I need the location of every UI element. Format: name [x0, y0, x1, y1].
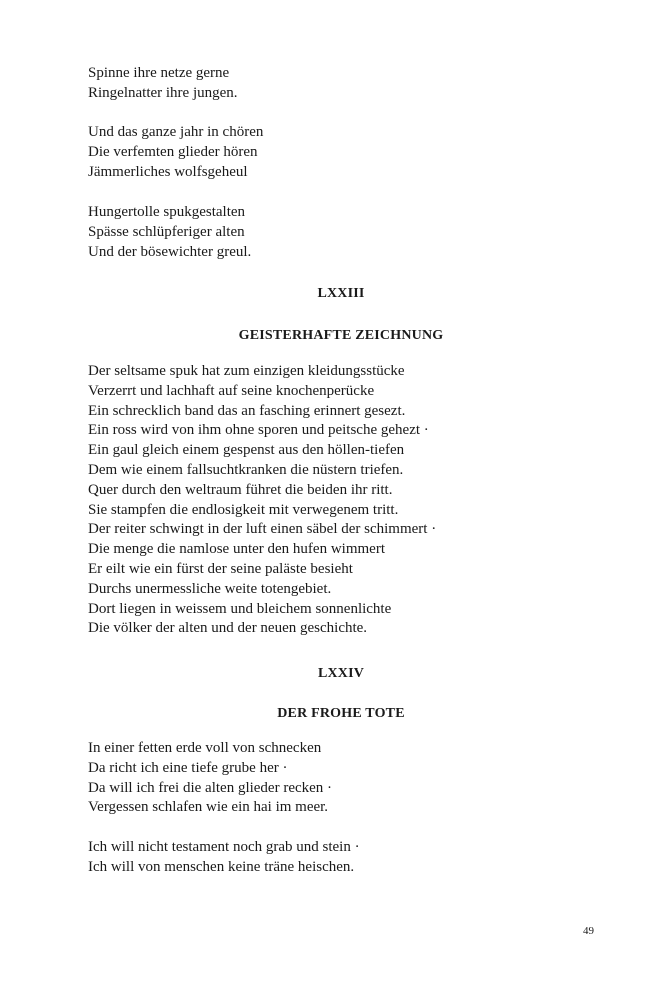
poem-line: Vergessen schlafen wie ein hai im meer. [88, 799, 329, 816]
poem-number-lxxiv: LXXIV [317, 666, 365, 681]
poem-line: Sie stampfen die endlosigkeit mit verwegenem tritt. [88, 501, 399, 518]
poem-line: Der seltsame spuk hat zum einzigen kleidungsstücke [88, 363, 405, 379]
poem-line: Da will ich frei die alten glieder recken · [88, 779, 333, 796]
poem-line: Die verfemten glieder hören [88, 143, 258, 160]
poem-lxxiv-stanza-2 [88, 838, 588, 878]
page-number: 49 [583, 925, 594, 937]
poem-line: Jämmerliches wolfsgeheul [88, 163, 248, 180]
poem-line: Die völker der alten und der neuen geschichte. [88, 620, 368, 637]
poem-line: Und der bösewichter greul. [88, 243, 252, 260]
poem-line: Durchs unermessliche weite totengebiet. [88, 580, 332, 597]
poem-line: Da richt ich eine tiefe grube her · [88, 759, 288, 776]
poem-line: Und das ganze jahr in chören [88, 124, 264, 140]
poem-line: Ein schrecklich band das an fasching erinnert gesezt. [88, 402, 406, 419]
poem-line: Er eilt wie ein fürst der seine paläste besieht [88, 560, 353, 577]
poem-line: Dem wie einem fallsuchtkranken die nüstern triefen. [88, 461, 404, 478]
poem-lxxiii-body [88, 362, 588, 639]
poem-line: Ein ross wird von ihm ohne sporen und peitsche gehezt · [88, 422, 429, 439]
poem-line: Quer durch den weltraum führet die beiden ihr ritt. [88, 481, 393, 498]
stanza-top-3 [88, 203, 588, 262]
poem-title-lxxiii: GEISTERHAFTE ZEICHNUNG [238, 328, 444, 343]
poem-number-lxxiii: LXXIII [317, 286, 365, 301]
stanza-top-2 [88, 123, 588, 182]
poem-line: Ein gaul gleich einem gespenst aus den höllen-tiefen [88, 442, 405, 459]
poem-lxxiv-stanza-1 [88, 739, 588, 818]
poem-line: Dort liegen in weissem und bleichem sonnenlichte [88, 600, 392, 617]
poem-line: Der reiter schwingt in der luft einen säbel der schimmert · [88, 521, 437, 538]
poem-line: Verzerrt und lachhaft auf seine knochenperücke [88, 382, 375, 399]
poem-line: Hungertolle spukgestalten [88, 204, 246, 220]
poem-line: Ich will nicht testament noch grab und stein · [88, 839, 360, 855]
poem-line: Spinne ihre netze gerne [88, 65, 230, 81]
poem-title-lxxiv: DER FROHE TOTE [277, 706, 405, 721]
poem-line: Ich will von menschen keine träne heischen. [88, 858, 355, 875]
stanza-top-1 [88, 64, 588, 104]
poem-line: Ringelnatter ihre jungen. [88, 84, 238, 101]
poem-line: Spässe schlüpferiger alten [88, 223, 245, 240]
poem-line: In einer fetten erde voll von schnecken [88, 740, 322, 756]
poem-line: Die menge die namlose unter den hufen wimmert [88, 541, 385, 558]
